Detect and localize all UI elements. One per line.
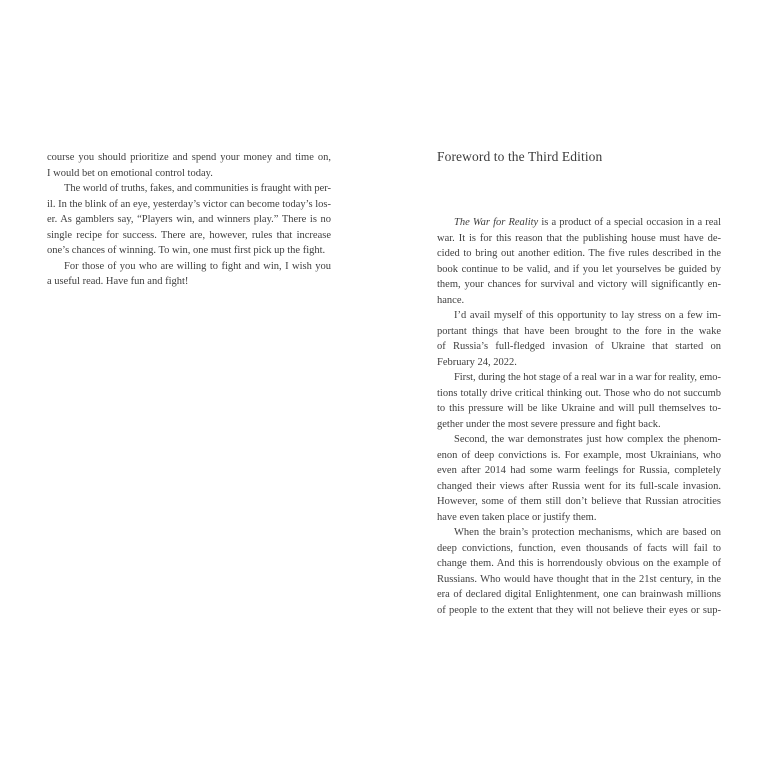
paragraph (47, 150, 331, 181)
text-line: Second, the war demonstrates just how complex the phenom- (454, 434, 721, 445)
text-line: er. As gamblers say, “Players win, and winners play.” There is no (47, 214, 332, 225)
chapter-heading: Foreword to the Third Edition (437, 149, 603, 164)
text-line: of Russia’s full-fledged invasion of Ukraine that started on (437, 341, 721, 352)
paragraph (437, 215, 721, 308)
text-line: However, some of them still don’t believe that Russian atrocities (437, 496, 721, 507)
paragraph (437, 308, 721, 370)
text-line: changed their views after Russia went for its full-scale invasion. (437, 480, 722, 492)
text-line: portant things that have been brought to the fore in the wake (437, 325, 721, 337)
text-line: have even taken place or justify them. (437, 511, 597, 523)
text-line: gether under the most severe pressure and fight back. (437, 418, 661, 430)
text-line: First, during the hot stage of a real war in a war for reality, emo- (454, 372, 721, 383)
text-line: The world of truths, fakes, and communities is fraught with per- (64, 183, 331, 194)
text-line: When the brain’s protection mechanisms, which are based on (454, 527, 721, 538)
text-line: single recipe for success. There are, however, rules that increase (47, 229, 331, 241)
text-line: The War for Reality is a product of a special occasion in a real (454, 217, 722, 228)
text-line: hance. (437, 294, 465, 306)
text-line: tions totally drive critical thinking out. Those who do not succumb (437, 387, 721, 399)
text-line: one’s chances of winning. To win, one must first pick up the fight. (47, 245, 326, 256)
paragraph (437, 370, 721, 432)
text-line: to this pressure will be like Ukraine and will pull themselves to- (437, 403, 721, 414)
text-line: book continue to be valid, and if you let yourselves be guided by (437, 263, 721, 275)
left-page-text (47, 150, 331, 290)
text-line: era of declared digital Enlightenment, one can brainwash millions (437, 589, 721, 600)
text-line: Russians. Who would have thought that in the 21st century, in the (437, 573, 721, 585)
text-line: enon of deep convictions is. For example, most Ukrainians, who (437, 449, 721, 461)
text-line: cided to bring out another edition. The five rules described in the (437, 248, 721, 259)
text-line: war. It is for this reason that the publishing house must have de- (437, 232, 721, 244)
text-line: change them. And this is horrendously obvious on the example of (437, 558, 721, 569)
right-page-text (437, 215, 721, 618)
text-line: of people to the extent that they will not believe their eyes or sup- (437, 604, 721, 616)
text-line: I’d avail myself of this opportunity to lay stress on a few im- (454, 310, 721, 321)
text-line: them, your chances for survival and victory will significantly en- (437, 279, 721, 290)
text-line: I would bet on emotional control today. (47, 167, 213, 179)
text-line: deep convictions, function, even thousands of facts will fail to (437, 542, 721, 554)
text-line: course you should prioritize and spend your money and time on, (47, 152, 331, 163)
text-line: For those of you who are willing to fight and win, I wish you (64, 260, 332, 272)
text-line: even after 2014 had some warm feelings for Russia, completely (437, 465, 721, 476)
paragraph (47, 181, 331, 259)
paragraph (437, 432, 721, 525)
italic-book-title: The War for Reality (454, 217, 539, 228)
text-line: a useful read. Have fun and fight! (47, 276, 189, 287)
paragraph (47, 259, 331, 290)
text-line: February 24, 2022. (437, 356, 517, 368)
paragraph (437, 525, 721, 618)
text-line: il. In the blink of an eye, yesterday’s victor can become today’s los- (47, 198, 331, 210)
